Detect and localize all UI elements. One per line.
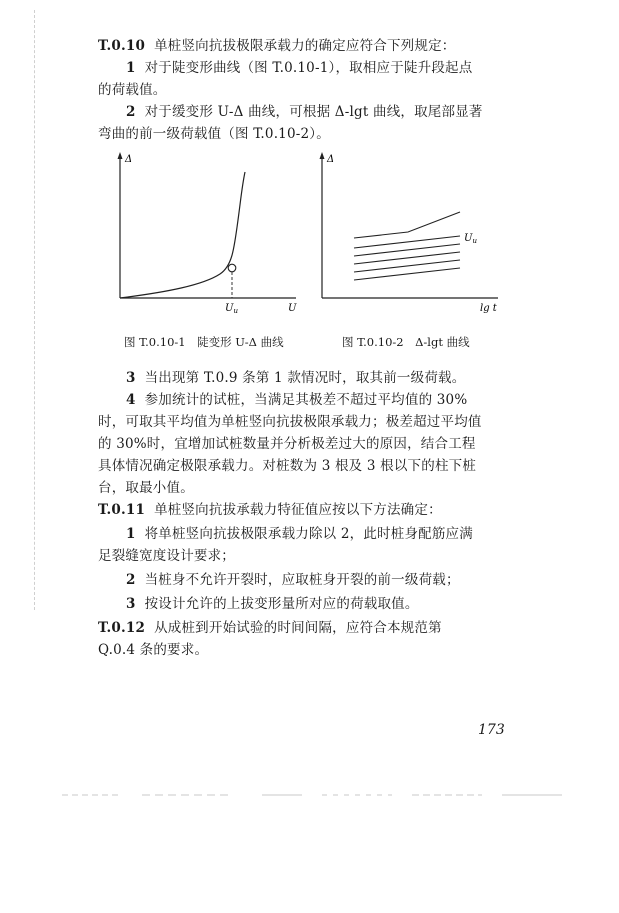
load-settlement-curve — [120, 172, 245, 298]
y-axis-arrow — [320, 152, 325, 159]
t010-item-4-cont-2: 的 30%时，宜增加试桩数量并分析极差过大的原因，结合工程 — [98, 436, 476, 452]
item-number: 2 — [126, 104, 136, 120]
t010-item-4-cont-1: 时，可取其平均值为单桩竖向抗拔极限承载力；极差超过平均值 — [98, 414, 482, 430]
item-number: 3 — [126, 370, 136, 386]
ultimate-load-label — [225, 303, 238, 315]
lgt-curve-bent — [354, 202, 462, 212]
x-axis-label: U — [288, 303, 297, 314]
clause-t010 — [98, 36, 455, 56]
figure-delta-lgt-curves — [312, 150, 512, 325]
clause-t011 — [98, 500, 442, 520]
item-text: 参加统计的试桩，当满足其极差不超过平均值的 30% — [144, 392, 468, 408]
item-number: 3 — [126, 596, 136, 612]
t010-item-1-cont: 的荷载值。 — [98, 82, 167, 98]
clause-t012-cont: Q.0.4 条的要求。 — [98, 642, 209, 658]
item-text: 将单桩竖向抗拔极限承载力除以 2，此时桩身配筋应满 — [144, 526, 473, 542]
inflection-point — [228, 264, 236, 272]
figure-2-caption: 图 T.0.10-2 Δ-lgt 曲线 — [342, 335, 470, 349]
t011-item-1 — [126, 524, 473, 544]
clause-text: 单桩竖向抗拔极限承载力的确定应符合下列规定： — [154, 38, 456, 54]
t011-item-3 — [126, 594, 419, 614]
item-text: 按设计允许的上拔变形量所对应的荷载取值。 — [144, 596, 419, 612]
ultimate-load-symbol: U — [225, 303, 234, 314]
figure-steep-u-delta-curve — [108, 150, 308, 325]
clause-label: T.0.10 — [98, 38, 146, 54]
item-number: 1 — [126, 526, 136, 542]
clause-label: T.0.12 — [98, 620, 146, 636]
y-axis-arrow — [118, 152, 123, 159]
lgt-curve-ultimate — [354, 212, 460, 238]
t011-item-2 — [126, 570, 460, 590]
t010-item-2-cont: 弯曲的前一级荷载值（图 T.0.10-2）。 — [98, 126, 330, 142]
page-number: 173 — [478, 722, 505, 738]
t010-item-4-cont-4: 台，取最小值。 — [98, 480, 194, 496]
t010-item-3 — [126, 368, 465, 388]
item-number: 1 — [126, 60, 136, 76]
ultimate-curve-symbol: U — [464, 233, 473, 244]
y-axis-label: Δ — [125, 154, 133, 165]
figure-1-caption: 图 T.0.10-1 陡变形 U-Δ 曲线 — [124, 335, 284, 349]
clause-text: 从成桩到开始试验的时间间隔，应符合本规范第 — [154, 620, 442, 636]
scan-edge — [34, 10, 37, 610]
clause-label: T.0.11 — [98, 502, 146, 518]
t010-item-4 — [126, 390, 467, 410]
item-text: 对于陡变形曲线（图 T.0.10-1），取相应于陡升段起点 — [144, 60, 473, 76]
x-axis-label: lg t — [480, 303, 497, 314]
t010-item-2 — [126, 102, 483, 122]
item-text: 对于缓变形 U-Δ 曲线，可根据 Δ-lgt 曲线，取尾部显著 — [144, 104, 483, 120]
y-axis-label: Δ — [327, 154, 335, 165]
item-text: 当桩身不允许开裂时，应取桩身开裂的前一级荷载； — [144, 572, 460, 588]
ultimate-load-subscript: u — [233, 307, 238, 315]
t011-item-1-cont: 足裂缝宽度设计要求； — [98, 548, 235, 564]
item-text: 当出现第 T.0.9 条第 1 款情况时，取其前一级荷载。 — [144, 370, 466, 386]
item-number: 4 — [126, 392, 136, 408]
clause-t012 — [98, 618, 442, 638]
scan-noise — [62, 790, 562, 800]
ultimate-curve-subscript: u — [472, 237, 477, 245]
ultimate-curve-label — [464, 233, 477, 245]
clause-text: 单桩竖向抗拔承载力特征值应按以下方法确定： — [154, 502, 442, 518]
item-number: 2 — [126, 572, 136, 588]
t010-item-1 — [126, 58, 472, 78]
t010-item-4-cont-3: 具体情况确定极限承载力。对桩数为 3 根及 3 根以下的柱下桩 — [98, 458, 477, 474]
